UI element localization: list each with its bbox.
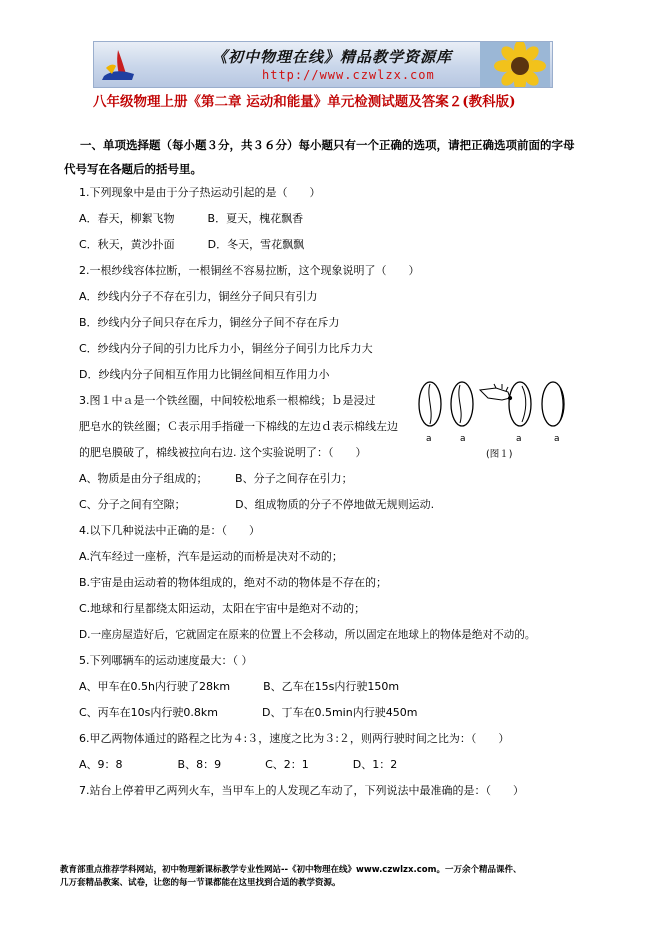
q2-stem: 2.一根纱线容体拉断，一根铜丝不容易拉断，这个现象说明了（ ） (79, 264, 420, 277)
figure-label-a1: a (426, 434, 432, 444)
q5-options-ab: A、甲车在0.5h内行驶了28km B、乙车在15s内行驶150m (79, 680, 400, 693)
section-heading-line2: 代号写在各题后的括号里。 (64, 162, 202, 176)
document-title: 八年级物理上册《第二章 运动和能量》单元检测试题及答案２(教科版) (93, 94, 516, 110)
banner-url[interactable]: http://www.czwlzx.com (262, 68, 435, 82)
q4-option-a: A.汽车经过一座桥，汽车是运动的而桥是决对不动的； (79, 550, 343, 563)
q1-stem: 1.下列现象中是由于分子热运动引起的是（ ） (79, 186, 321, 199)
q2-option-b: B．纱线内分子间只存在斥力，铜丝分子间不存在斥力 (79, 316, 340, 329)
figure-label-a2: a (460, 434, 466, 444)
q7-stem: 7.站台上停着甲乙两列火车，当甲车上的人发现乙车动了，下列说法中最准确的是：（ ） (79, 784, 524, 797)
q1-options-ab: A．春天，柳絮飞物 B．夏天，槐花飘香 (79, 212, 304, 225)
footer-line2: 几万套精品教案、试卷，让您的每一节课都能在这里找到合适的教学资源。 (60, 878, 341, 888)
q3-options-ab: A、物质是由分子组成的； B、分子之间存在引力； (79, 472, 353, 485)
figure-caption: (图１) (486, 449, 513, 460)
site-banner (93, 41, 553, 88)
q2-option-d: D．纱线内分子间相互作用力比铜丝间相互作用力小 (79, 368, 330, 381)
q1-options-cd: C．秋天，黄沙扑面 D．冬天，雪花飘飘 (79, 238, 305, 251)
q5-stem: 5.下列哪辆车的运动速度最大：（ ） (79, 654, 253, 667)
sunflower-image (480, 42, 550, 88)
q4-stem: 4.以下几种说法中正确的是：（ ） (79, 524, 260, 537)
q3-stem-line2: 肥皂水的铁丝圈；Ｃ表示用手指碰一下棉线的左边ｄ表示棉线左边 (79, 420, 398, 433)
banner-title: 《初中物理在线》精品教学资源库 (212, 48, 453, 66)
footer-line1: 教育部重点推荐学科网站，初中物理新课标教学专业性网站--《初中物理在线》www.czwlzx.com。一万余个精品课件、 (60, 865, 522, 875)
q2-option-a: A．纱线内分子不存在引力，铜丝分子间只有引力 (79, 290, 318, 303)
q6-options: A、9：8 B、8：9 C、2：1 D、1：2 (79, 758, 398, 771)
section-heading-line1: 一、单项选择题（每小题３分，共３６分）每小题只有一个正确的选项，请把正确选项前面的字母 (80, 138, 575, 152)
figure-label-a4: a (554, 434, 560, 444)
q3-options-cd: C、分子之间有空隙； D、组成物质的分子不停地做无规则运动. (79, 498, 435, 511)
q3-stem-line3: 的肥皂膜破了，棉线被拉向右边. 这个实验说明了：（ ） (79, 446, 367, 459)
q4-option-c: C.地球和行星都绕太阳运动，太阳在宇宙中是绝对不动的； (79, 602, 366, 615)
q4-option-b: B.宇宙是由运动着的物体组成的，绝对不动的物体是不存在的； (79, 576, 388, 589)
q6-stem: 6.甲乙两物体通过的路程之比为４:３，速度之比为３:２，则两行驶时间之比为：（ ） (79, 732, 510, 745)
site-logo (98, 46, 138, 84)
q3-stem-line1: 3.图１中ａ是一个铁丝圈，中间较松地系一根棉线；ｂ是浸过 (79, 394, 376, 407)
q4-option-d: D.一座房屋造好后，它就固定在原来的位置上不会移动，所以固定在地球上的物体是绝对不动的。 (79, 629, 536, 641)
q2-option-c: C．纱线内分子间的引力比斥力小，铜丝分子间引力比斥力大 (79, 342, 373, 355)
page-footer (60, 864, 521, 890)
q5-options-cd: C、丙车在10s内行驶0.8km D、丁车在0.5min内行驶450m (79, 706, 418, 719)
figure-label-a3: a (516, 434, 522, 444)
